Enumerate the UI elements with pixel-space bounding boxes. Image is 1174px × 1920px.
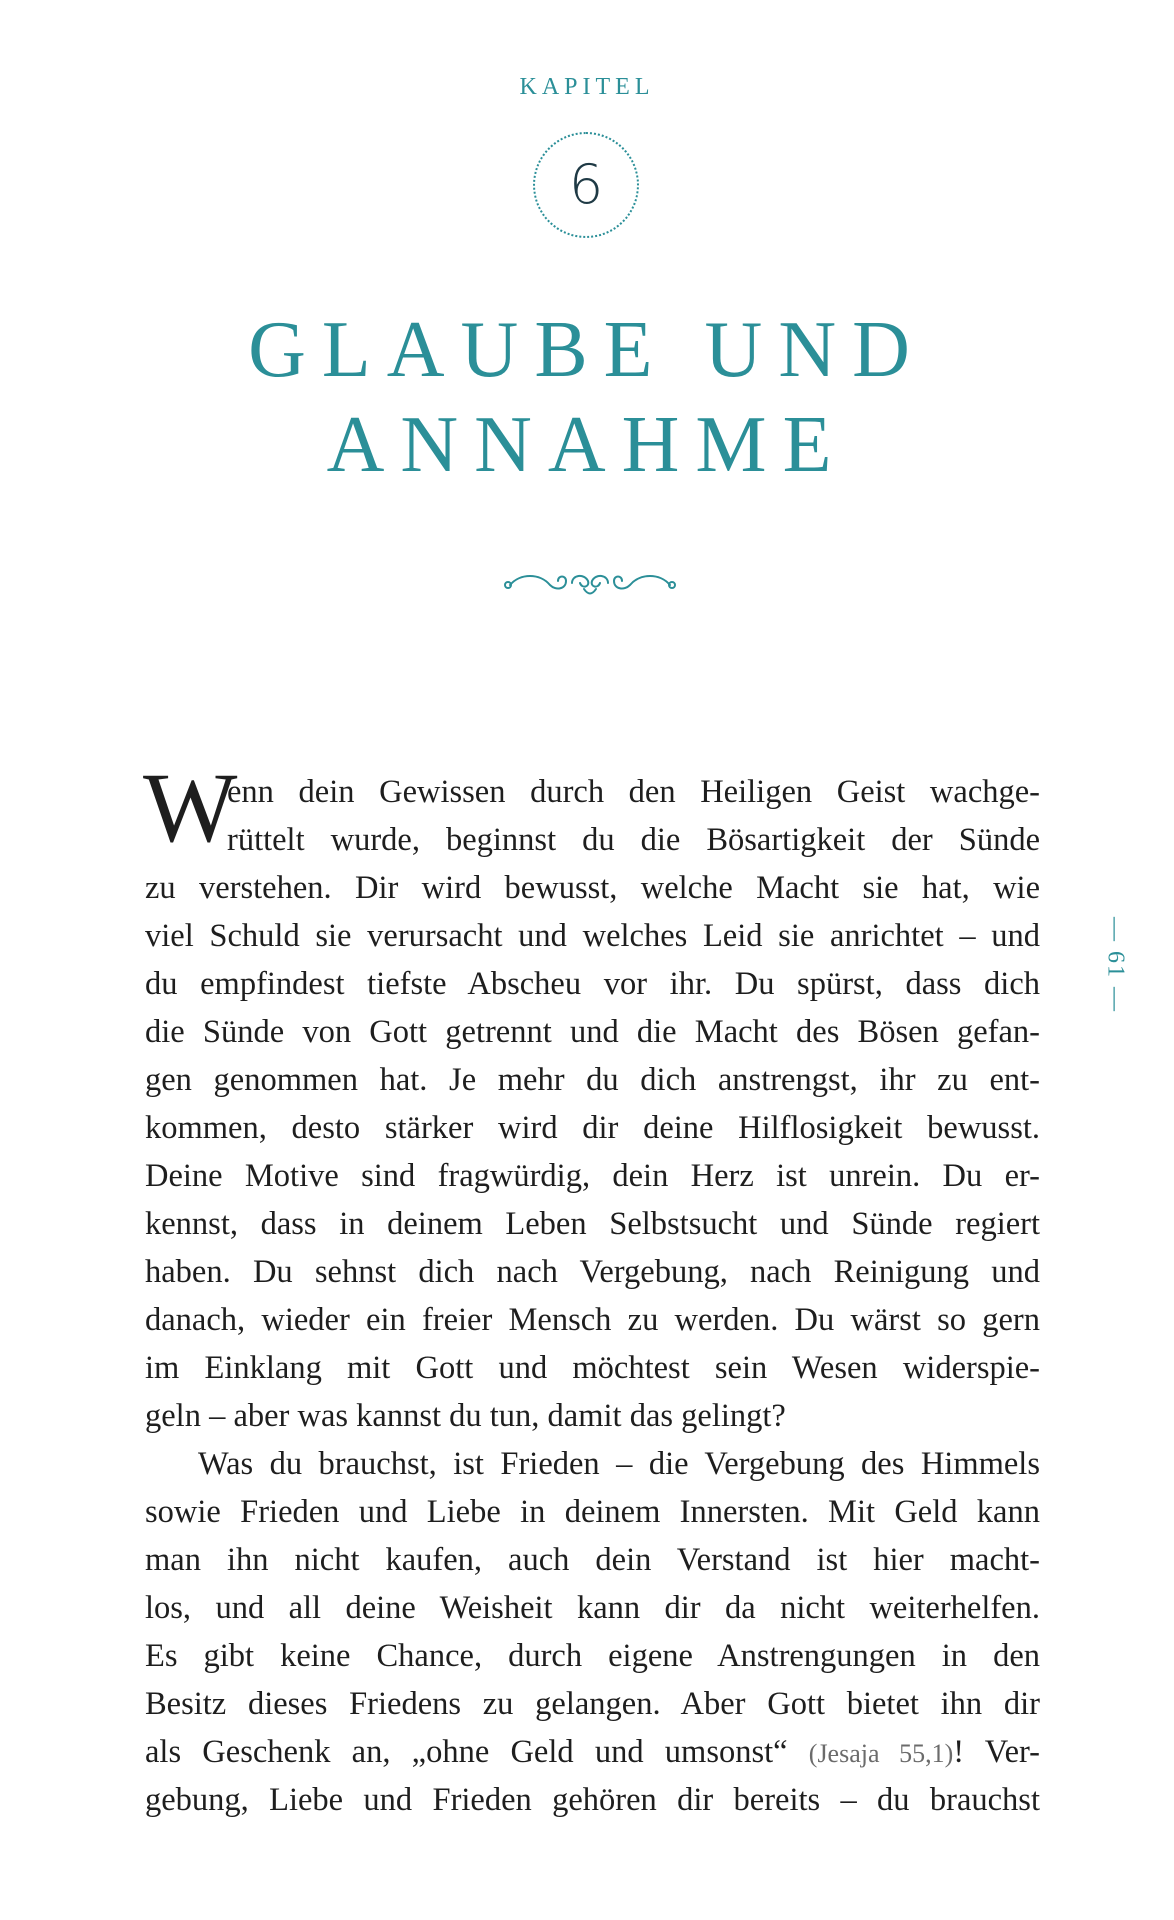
chapter-title-line-1: GLAUBE UND (248, 306, 926, 394)
page-number-text: — 61 — (1102, 917, 1129, 1013)
body-line: haben. Du sehnst dich nach Vergebung, nach Reinigung und (145, 1254, 1040, 1290)
body-line: gebung, Liebe und Frieden gehören dir bereits – du brauchst (145, 1782, 1040, 1818)
body-line: gen genommen hat. Je mehr du dich anstrengst, ihr zu ent- (145, 1062, 1040, 1098)
body-line (145, 1732, 1040, 1774)
body-line: Was du brauchst, ist Frieden – die Vergebung des Himmels (198, 1446, 1040, 1482)
body-line: rüttelt wurde, beginnst du die Bösartigkeit der Sünde (227, 822, 1040, 858)
body-line: man ihn nicht kaufen, auch dein Verstand ist hier macht- (145, 1542, 1040, 1578)
body-text-segment: als Geschenk an, „ohne Geld und umsonst“ (145, 1734, 809, 1770)
bible-reference: (Jesaja 55,1) (808, 1739, 954, 1768)
body-line: Es gibt keine Chance, durch eigene Anstrengungen in den (145, 1638, 1040, 1674)
chapter-number: 6 (568, 153, 604, 216)
body-line: enn dein Gewissen durch den Heiligen Geist wachge- (227, 774, 1040, 810)
scroll-flourish-icon (500, 563, 680, 599)
chapter-title-line-2: ANNAHME (326, 401, 848, 489)
body-line: die Sünde von Gott getrennt und die Macht des Bösen gefan- (145, 1014, 1040, 1050)
body-line: sowie Frieden und Liebe in deinem Innersten. Mit Geld kann (145, 1494, 1040, 1530)
body-line: viel Schuld sie verursacht und welches Leid sie anrichtet – und (145, 918, 1040, 954)
body-text-segment: ! Ver- (953, 1734, 1040, 1770)
body-line: du empfindest tiefste Abscheu vor ihr. Du spürst, dass dich (145, 966, 1040, 1002)
body-line: danach, wieder ein freier Mensch zu werden. Du wärst so gern (145, 1302, 1040, 1338)
body-line: zu verstehen. Dir wird bewusst, welche Macht sie hat, wie (145, 870, 1040, 906)
chapter-label: KAPITEL (519, 74, 655, 100)
body-line: kommen, desto stärker wird dir deine Hilflosigkeit bewusst. (145, 1110, 1040, 1146)
chapter-number-circle (533, 132, 639, 238)
body-line: im Einklang mit Gott und möchtest sein Wesen widerspie- (145, 1350, 1040, 1386)
dropcap: W (143, 752, 238, 863)
body-line: los, und all deine Weisheit kann dir da nicht weiterhelfen. (145, 1590, 1040, 1626)
body-line: kennst, dass in deinem Leben Selbstsucht und Sünde regiert (145, 1206, 1040, 1242)
body-line: geln – aber was kannst du tun, damit das gelingt? (145, 1398, 786, 1434)
page-number (1100, 910, 1130, 1020)
body-line: Besitz dieses Friedens zu gelangen. Aber Gott bietet ihn dir (145, 1686, 1040, 1722)
body-line: Deine Motive sind fragwürdig, dein Herz ist unrein. Du er- (145, 1158, 1040, 1194)
